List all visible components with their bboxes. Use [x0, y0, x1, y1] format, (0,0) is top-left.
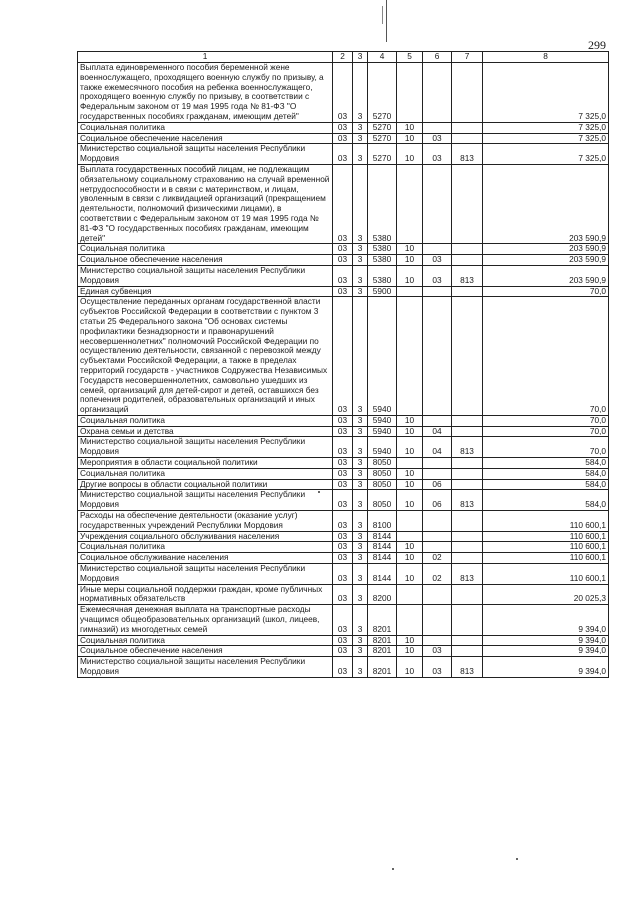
item-name: Социальное обслуживание населения	[78, 553, 333, 564]
code-cell: 03	[333, 458, 353, 469]
amount-cell: 9 394,0	[483, 605, 609, 635]
code-cell	[423, 531, 452, 542]
code-cell: 03	[423, 133, 452, 144]
code-cell	[452, 605, 483, 635]
amount-cell: 584,0	[483, 479, 609, 490]
code-cell: 03	[333, 437, 353, 458]
budget-table	[77, 51, 609, 678]
code-cell: 3	[353, 511, 368, 532]
amount-cell: 203 590,9	[483, 255, 609, 266]
table-row	[78, 437, 609, 458]
table-row	[78, 584, 609, 605]
code-cell	[452, 286, 483, 297]
code-cell: 03	[423, 657, 452, 678]
code-cell: 10	[397, 542, 423, 553]
table-row	[78, 646, 609, 657]
code-cell: 03	[333, 468, 353, 479]
code-cell: 3	[353, 646, 368, 657]
code-cell: 8144	[368, 564, 397, 585]
amount-cell: 7 325,0	[483, 122, 609, 133]
header-cell: 2	[333, 52, 353, 63]
code-cell	[452, 164, 483, 243]
code-cell: 10	[397, 122, 423, 133]
amount-cell: 7 325,0	[483, 63, 609, 123]
code-cell: 06	[423, 479, 452, 490]
code-cell: 03	[333, 605, 353, 635]
code-cell: 3	[353, 63, 368, 123]
table-row	[78, 605, 609, 635]
amount-cell: 70,0	[483, 297, 609, 416]
code-cell: 10	[397, 490, 423, 511]
header-cell: 1	[78, 52, 333, 63]
code-cell	[397, 63, 423, 123]
code-cell	[423, 605, 452, 635]
amount-cell: 203 590,9	[483, 164, 609, 243]
code-cell: 3	[353, 657, 368, 678]
item-name: Иные меры социальной поддержки граждан, кроме публичных нормативных обязательств	[78, 584, 333, 605]
table-body	[78, 63, 609, 678]
amount-cell: 70,0	[483, 437, 609, 458]
code-cell: 04	[423, 437, 452, 458]
item-name: Учреждения социального обслуживания населения	[78, 531, 333, 542]
code-cell: 3	[353, 286, 368, 297]
code-cell: 3	[353, 531, 368, 542]
code-cell: 10	[397, 415, 423, 426]
item-name: Социальная политика	[78, 415, 333, 426]
code-cell: 813	[452, 564, 483, 585]
code-cell: 3	[353, 426, 368, 437]
code-cell: 03	[333, 531, 353, 542]
amount-cell: 584,0	[483, 458, 609, 469]
amount-cell: 110 600,1	[483, 542, 609, 553]
code-cell: 03	[333, 122, 353, 133]
code-cell: 3	[353, 133, 368, 144]
code-cell: 03	[333, 542, 353, 553]
code-cell: 03	[333, 63, 353, 123]
code-cell: 5380	[368, 244, 397, 255]
item-name: Министерство социальной защиты населения Республики Мордовия	[78, 437, 333, 458]
table-row	[78, 479, 609, 490]
item-name: Министерство социальной защиты населения Республики Мордовия	[78, 490, 333, 511]
page-number: 299	[588, 38, 606, 52]
code-cell: 03	[333, 415, 353, 426]
code-cell: 3	[353, 542, 368, 553]
item-name: Ежемесячная денежная выплата на транспортные расходы учащимся общеобразовательных организаций (школ, лицеев, гимназий) из многодетных семей	[78, 605, 333, 635]
table-row	[78, 133, 609, 144]
code-cell	[452, 122, 483, 133]
code-cell	[397, 531, 423, 542]
code-cell: 10	[397, 564, 423, 585]
table-row	[78, 297, 609, 416]
amount-cell: 110 600,1	[483, 553, 609, 564]
code-cell	[423, 244, 452, 255]
code-cell	[397, 164, 423, 243]
amount-cell: 70,0	[483, 415, 609, 426]
amount-cell: 7 325,0	[483, 144, 609, 165]
code-cell	[452, 646, 483, 657]
table-row	[78, 244, 609, 255]
table-row	[78, 415, 609, 426]
table-row	[78, 122, 609, 133]
code-cell: 5900	[368, 286, 397, 297]
code-cell: 03	[423, 255, 452, 266]
code-cell	[452, 63, 483, 123]
table-row	[78, 468, 609, 479]
code-cell	[423, 542, 452, 553]
amount-cell: 20 025,3	[483, 584, 609, 605]
code-cell: 3	[353, 564, 368, 585]
code-cell: 3	[353, 144, 368, 165]
amount-cell: 7 325,0	[483, 133, 609, 144]
code-cell: 5940	[368, 426, 397, 437]
code-cell: 3	[353, 255, 368, 266]
code-cell: 3	[353, 297, 368, 416]
item-name: Охрана семьи и детства	[78, 426, 333, 437]
code-cell: 03	[333, 646, 353, 657]
amount-cell: 584,0	[483, 490, 609, 511]
code-cell	[397, 286, 423, 297]
amount-cell: 110 600,1	[483, 511, 609, 532]
table-row	[78, 657, 609, 678]
code-cell: 3	[353, 437, 368, 458]
table-row	[78, 511, 609, 532]
scan-speck	[392, 868, 394, 870]
code-cell: 03	[333, 511, 353, 532]
code-cell: 10	[397, 244, 423, 255]
code-cell	[452, 133, 483, 144]
code-cell	[452, 553, 483, 564]
amount-cell: 9 394,0	[483, 646, 609, 657]
item-name: Социальное обеспечение населения	[78, 255, 333, 266]
item-name: Единая субвенция	[78, 286, 333, 297]
table-row	[78, 458, 609, 469]
code-cell	[397, 584, 423, 605]
item-name: Социальное обеспечение населения	[78, 133, 333, 144]
code-cell: 03	[333, 255, 353, 266]
item-name: Социальная политика	[78, 468, 333, 479]
code-cell: 10	[397, 426, 423, 437]
header-cell: 3	[353, 52, 368, 63]
amount-cell: 584,0	[483, 468, 609, 479]
header-cell: 7	[452, 52, 483, 63]
code-cell: 813	[452, 265, 483, 286]
amount-cell: 203 590,9	[483, 244, 609, 255]
code-cell	[423, 458, 452, 469]
code-cell: 02	[423, 553, 452, 564]
code-cell: 8200	[368, 584, 397, 605]
code-cell: 03	[333, 584, 353, 605]
code-cell: 10	[397, 468, 423, 479]
code-cell: 10	[397, 553, 423, 564]
code-cell: 3	[353, 553, 368, 564]
code-cell	[452, 458, 483, 469]
code-cell: 3	[353, 584, 368, 605]
code-cell	[423, 635, 452, 646]
code-cell: 03	[333, 286, 353, 297]
code-cell: 10	[397, 144, 423, 165]
code-cell: 3	[353, 635, 368, 646]
table-row	[78, 490, 609, 511]
code-cell: 03	[333, 553, 353, 564]
table-row	[78, 542, 609, 553]
code-cell: 10	[397, 657, 423, 678]
table-row	[78, 635, 609, 646]
item-name: Расходы на обеспечение деятельности (оказание услуг) государственных учреждений Республики Мордовия	[78, 511, 333, 532]
code-cell: 03	[423, 144, 452, 165]
table-row	[78, 255, 609, 266]
item-name: Министерство социальной защиты населения Республики Мордовия	[78, 657, 333, 678]
table-row	[78, 63, 609, 123]
code-cell: 3	[353, 122, 368, 133]
code-cell: 10	[397, 437, 423, 458]
code-cell	[423, 511, 452, 532]
code-cell: 3	[353, 605, 368, 635]
item-name: Осуществление переданных органам государственной власти субъектов Российской Федерации в соответствии с пунктом 3 статьи 25 Федерального закона "Об основах системы профилактики безнадзорности и правонарушений несовершеннолетних" полномочий Российской Федерации по осуществлению деятельности, связанной с перевозкой между субъектами Российской Федерации, а также в пределах территорий государств - участников Содружества Независимых Государств несовершеннолетних, самовольно ушедших из семей, организаций для детей-сирот и детей, оставшихся без попечения родителей, образовательных организаций и иных организаций	[78, 297, 333, 416]
item-name: Выплата единовременного пособия беременной жене военнослужащего, проходящего военную службу по призыву, а также ежемесячного пособия на ребенка военнослужащего, проходящего военную службу по призыву, в соответствии с Федеральным законом от 19 мая 1995 года № 81-ФЗ "О государственных пособиях гражданам, имеющим детей"	[78, 63, 333, 123]
code-cell	[423, 63, 452, 123]
code-cell: 03	[333, 164, 353, 243]
code-cell: 8050	[368, 479, 397, 490]
code-cell: 5380	[368, 255, 397, 266]
code-cell: 03	[333, 479, 353, 490]
code-cell	[452, 584, 483, 605]
item-name: Социальная политика	[78, 542, 333, 553]
code-cell: 10	[397, 255, 423, 266]
item-name: Социальная политика	[78, 244, 333, 255]
header-cell: 5	[397, 52, 423, 63]
amount-cell: 110 600,1	[483, 564, 609, 585]
header-cell: 8	[483, 52, 609, 63]
code-cell	[397, 511, 423, 532]
header-cell: 6	[423, 52, 452, 63]
code-cell: 04	[423, 426, 452, 437]
code-cell: 03	[333, 490, 353, 511]
binding-mark-secondary	[382, 6, 383, 24]
code-cell: 3	[353, 244, 368, 255]
code-cell: 8144	[368, 542, 397, 553]
code-cell: 8201	[368, 635, 397, 646]
code-cell: 03	[333, 244, 353, 255]
amount-cell: 203 590,9	[483, 265, 609, 286]
code-cell	[452, 542, 483, 553]
code-cell: 03	[333, 426, 353, 437]
code-cell	[423, 415, 452, 426]
item-name: Социальная политика	[78, 635, 333, 646]
table-row	[78, 531, 609, 542]
code-cell: 5380	[368, 164, 397, 243]
amount-cell: 110 600,1	[483, 531, 609, 542]
code-cell: 03	[333, 564, 353, 585]
item-name: Социальное обеспечение населения	[78, 646, 333, 657]
code-cell	[452, 468, 483, 479]
code-cell: 03	[333, 635, 353, 646]
code-cell: 8050	[368, 490, 397, 511]
code-cell: 03	[333, 133, 353, 144]
amount-cell: 9 394,0	[483, 635, 609, 646]
code-cell	[423, 468, 452, 479]
table-row	[78, 164, 609, 243]
code-cell: 02	[423, 564, 452, 585]
code-cell: 03	[333, 297, 353, 416]
table-row	[78, 553, 609, 564]
code-cell: 813	[452, 657, 483, 678]
code-cell: 3	[353, 265, 368, 286]
code-cell: 03	[333, 144, 353, 165]
code-cell: 10	[397, 479, 423, 490]
code-cell: 3	[353, 415, 368, 426]
code-cell	[423, 297, 452, 416]
code-cell: 8144	[368, 553, 397, 564]
code-cell	[452, 511, 483, 532]
code-cell: 03	[423, 646, 452, 657]
item-name: Министерство социальной защиты населения Республики Мордовия	[78, 265, 333, 286]
scan-speck	[318, 491, 320, 493]
code-cell	[452, 479, 483, 490]
code-cell: 8201	[368, 646, 397, 657]
code-cell: 8201	[368, 657, 397, 678]
header-row	[78, 52, 609, 63]
code-cell: 8050	[368, 468, 397, 479]
amount-cell: 70,0	[483, 426, 609, 437]
code-cell: 06	[423, 490, 452, 511]
item-name: Выплата государственных пособий лицам, не подлежащим обязательному социальному страхованию на случай временной нетрудоспособности и в связи с материнством, и лицам, уволенным в связи с ликвидацией организаций (прекращением деятельности, полномочий физическими лицами), в соответствии с Федеральным законом от 19 мая 1995 года № 81-ФЗ "О государственных пособиях гражданам, имеющим детей"	[78, 164, 333, 243]
code-cell: 8201	[368, 605, 397, 635]
code-cell	[423, 122, 452, 133]
code-cell: 5270	[368, 144, 397, 165]
item-name: Мероприятия в области социальной политики	[78, 458, 333, 469]
header-cell: 4	[368, 52, 397, 63]
amount-cell: 9 394,0	[483, 657, 609, 678]
code-cell: 5270	[368, 63, 397, 123]
code-cell	[423, 286, 452, 297]
item-name: Министерство социальной защиты населения Республики Мордовия	[78, 564, 333, 585]
item-name: Министерство социальной защиты населения Республики Мордовия	[78, 144, 333, 165]
code-cell: 10	[397, 635, 423, 646]
code-cell: 03	[333, 265, 353, 286]
code-cell	[452, 297, 483, 416]
code-cell: 813	[452, 490, 483, 511]
table-row	[78, 265, 609, 286]
code-cell: 813	[452, 144, 483, 165]
code-cell	[452, 426, 483, 437]
code-cell: 5940	[368, 437, 397, 458]
code-cell: 5270	[368, 122, 397, 133]
code-cell	[423, 164, 452, 243]
code-cell: 3	[353, 468, 368, 479]
code-cell: 813	[452, 437, 483, 458]
code-cell: 8144	[368, 531, 397, 542]
code-cell: 03	[423, 265, 452, 286]
code-cell: 5270	[368, 133, 397, 144]
code-cell	[397, 458, 423, 469]
code-cell: 03	[333, 657, 353, 678]
table-row	[78, 564, 609, 585]
code-cell: 3	[353, 490, 368, 511]
amount-cell: 70,0	[483, 286, 609, 297]
code-cell	[452, 255, 483, 266]
code-cell: 8050	[368, 458, 397, 469]
code-cell: 3	[353, 458, 368, 469]
code-cell: 3	[353, 479, 368, 490]
item-name: Другие вопросы в области социальной политики	[78, 479, 333, 490]
binding-mark	[386, 0, 387, 42]
code-cell: 5940	[368, 297, 397, 416]
code-cell: 5380	[368, 265, 397, 286]
code-cell: 10	[397, 646, 423, 657]
code-cell: 10	[397, 133, 423, 144]
code-cell	[452, 531, 483, 542]
code-cell	[452, 415, 483, 426]
code-cell	[397, 297, 423, 416]
table-row	[78, 426, 609, 437]
code-cell	[452, 244, 483, 255]
code-cell: 5940	[368, 415, 397, 426]
table-row	[78, 286, 609, 297]
item-name: Социальная политика	[78, 122, 333, 133]
code-cell	[452, 635, 483, 646]
code-cell	[397, 605, 423, 635]
code-cell: 8100	[368, 511, 397, 532]
scan-speck	[516, 858, 518, 860]
table-row	[78, 144, 609, 165]
code-cell: 3	[353, 164, 368, 243]
code-cell: 10	[397, 265, 423, 286]
code-cell	[423, 584, 452, 605]
